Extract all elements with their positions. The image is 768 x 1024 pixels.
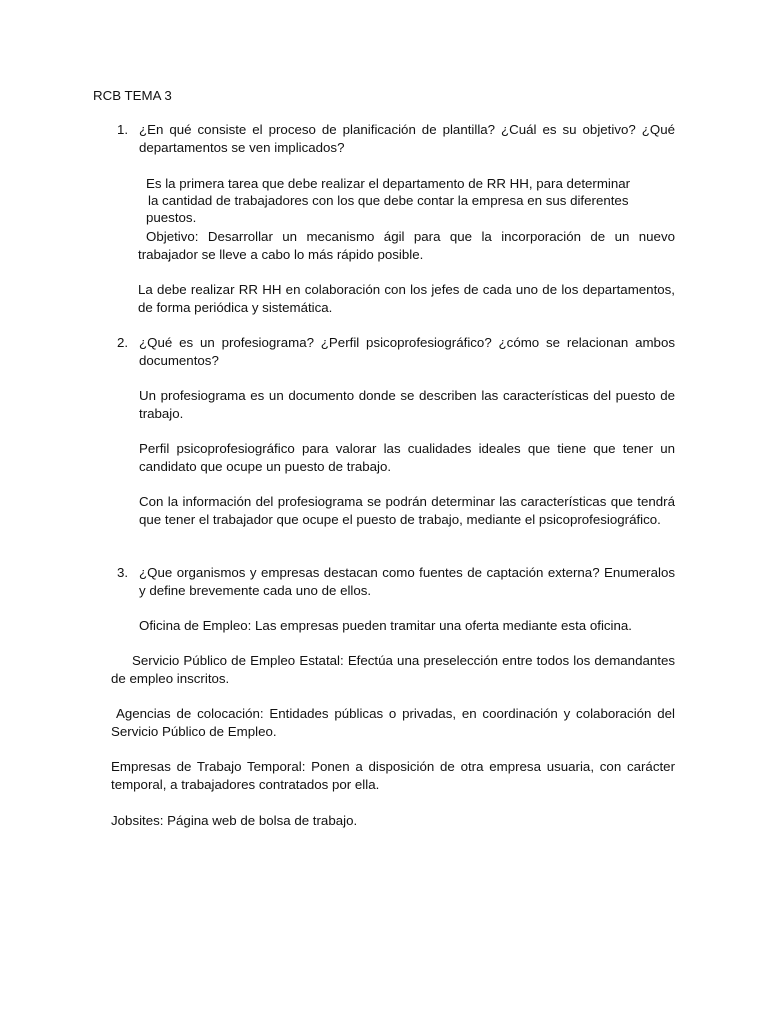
question-2-answer-1: Un profesiograma es un documento donde se describen las características del puesto de trabajo. (139, 388, 675, 421)
question-3-answer-4: Empresas de Trabajo Temporal: Ponen a disposición de otra empresa usuaria, con carácter temporal, a trabajadores contratados por ella. (111, 759, 675, 792)
question-1-number: 1. (117, 122, 129, 137)
question-3-answer-2: Servicio Público de Empleo Estatal: Efectúa una preselección entre todos los demandantes de empleo inscritos. (111, 653, 675, 686)
question-3-text: ¿Que organismos y empresas destacan como fuentes de captación externa? Enumeralos y define brevemente cada uno de ellos. (139, 565, 675, 598)
question-3-answer-3: Agencias de colocación: Entidades públicas o privadas, en coordinación y colaboración del Servicio Público de Empleo. (111, 706, 675, 739)
question-1-departments: La debe realizar RR HH en colaboración con los jefes de cada uno de los departamentos, de forma periódica y sistemática. (138, 282, 675, 315)
question-3-answer-5: Jobsites: Página web de bolsa de trabajo. (111, 813, 358, 828)
question-3-answer-1: Oficina de Empleo: Las empresas pueden tramitar una oferta mediante esta oficina. (139, 618, 632, 633)
question-1-text: ¿En qué consiste el proceso de planificación de plantilla? ¿Cuál es su objetivo? ¿Qué departamentos se ven implicados? (139, 122, 675, 155)
question-2-text: ¿Qué es un profesiograma? ¿Perfil psicoprofesiográfico? ¿cómo se relacionan ambos documentos? (139, 335, 675, 368)
question-2-number: 2. (117, 335, 129, 350)
question-2-answer-3: Con la información del profesiograma se podrán determinar las características que tendrá que tener el trabajador que ocupe el puesto de trabajo, mediante el psicoprofesiográfico. (139, 494, 675, 527)
question-3-number: 3. (117, 565, 129, 580)
question-1-answer-line-1: Es la primera tarea que debe realizar el departamento de RR HH, para determinar (146, 176, 631, 191)
question-1-answer-line-2: la cantidad de trabajadores con los que debe contar la empresa en sus diferentes (148, 193, 629, 208)
document-header: RCB TEMA 3 (93, 88, 172, 103)
question-1-objective: Objetivo: Desarrollar un mecanismo ágil para que la incorporación de un nuevo trabajador se lleve a cabo lo más rápido posible. (138, 229, 675, 262)
question-1-answer-line-3: puestos. (146, 210, 197, 225)
question-2-answer-2: Perfil psicoprofesiográfico para valorar las cualidades ideales que tiene que tener un candidato que ocupe un puesto de trabajo. (139, 441, 675, 474)
